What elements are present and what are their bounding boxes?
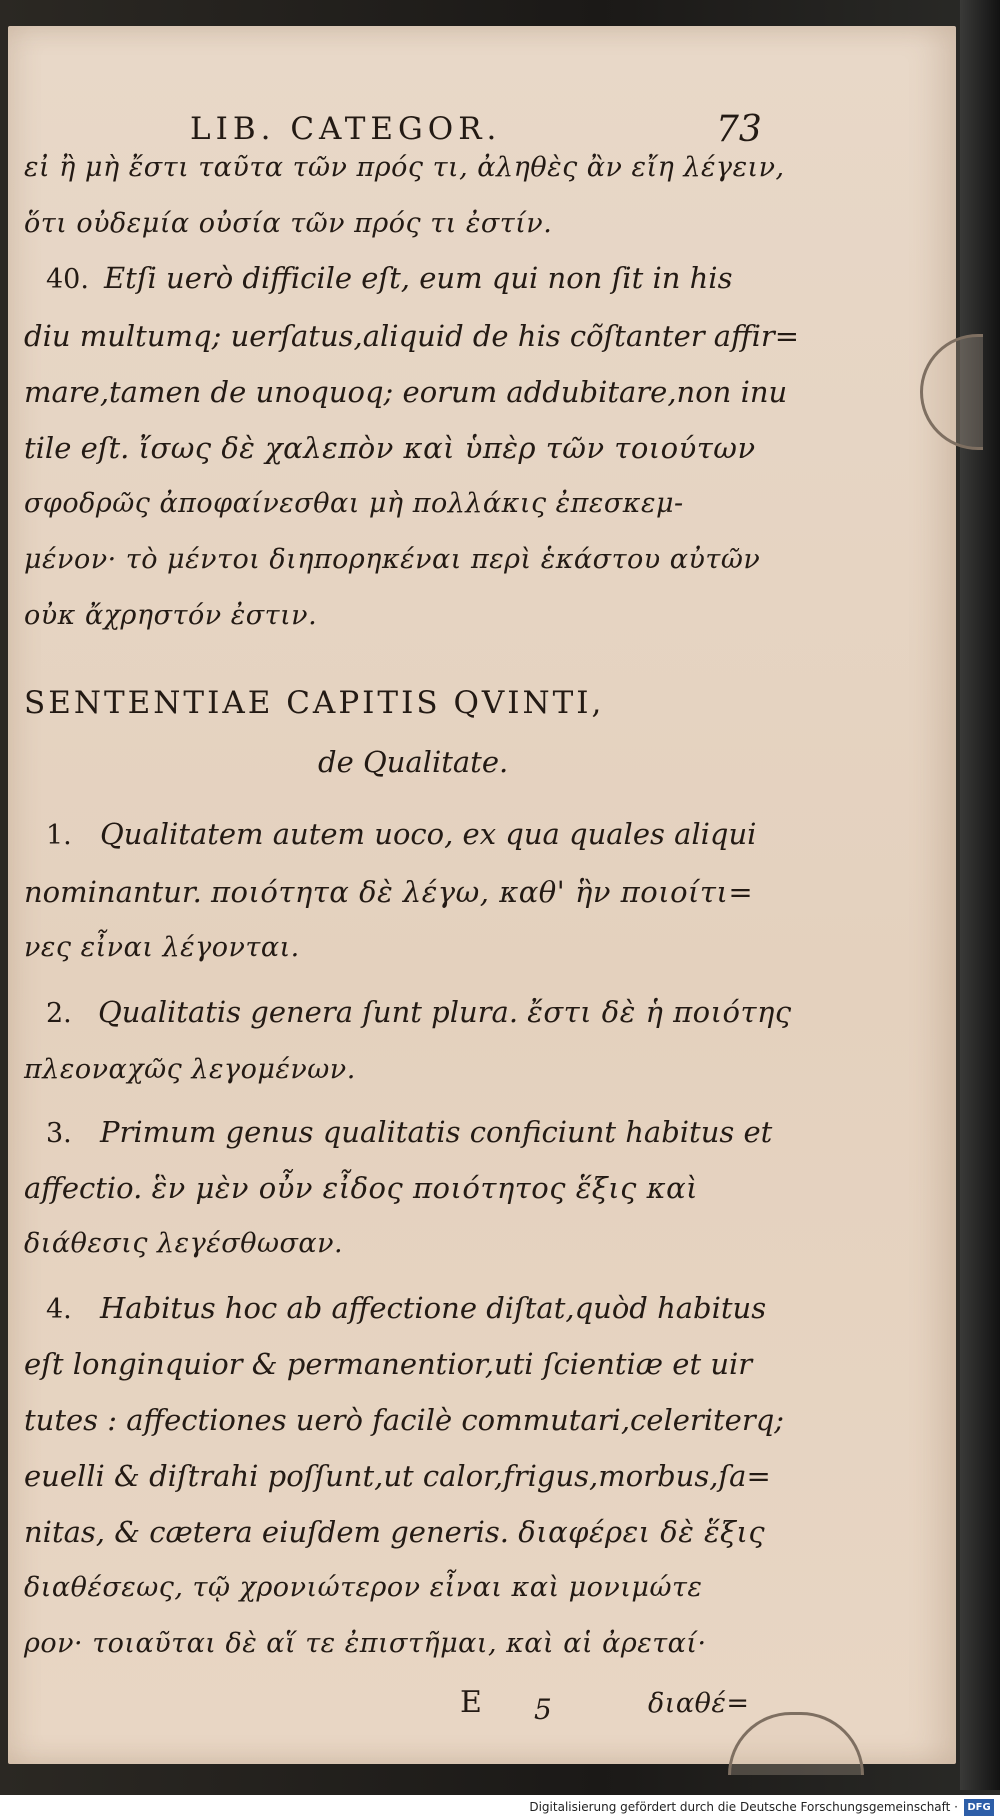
mixed-line [24, 1171, 699, 1205]
greek-line: σφοδρῶς ἀποφαίνεσθαι μὴ πολλάκις ἐπεσκεμ- [24, 488, 684, 519]
latin-line: Etſi uerò difficile eſt, eum qui non ſit in his [104, 261, 733, 295]
greek-run: ἔστι δὲ ἡ ποιότης [527, 995, 792, 1029]
greek-run: ἓν μὲν οὖν εἶδος ποιότητος ἕξις καὶ [151, 1171, 699, 1205]
latin-line: Qualitatem autem uoco, ex qua quales aliqui [100, 817, 757, 851]
item-number: 2. [46, 998, 72, 1029]
greek-line: διαθέσεως, τῷ χρονιώτερον εἶναι καὶ μονιμώτε [24, 1572, 703, 1603]
mixed-line [24, 1515, 766, 1549]
greek-line: μένον· τὸ μέντοι διηπορηκέναι περὶ ἑκάστου αὐτῶν [24, 544, 761, 575]
latin-line: Habitus hoc ab affectione diſtat,quòd habitus [100, 1291, 767, 1325]
greek-run: ἴσως δὲ χαλεπὸν καὶ ὑπὲρ τῶν τοιούτων [138, 431, 756, 465]
dfg-logo-icon: DFG [964, 1799, 994, 1816]
latin-run: nominantur. [24, 875, 202, 909]
funding-notice: Digitalisierung gefördert durch die Deutsche Forschungsgemeinschaft · [529, 1800, 958, 1814]
paragraph-number: 40. [46, 264, 89, 295]
latin-line: Primum genus qualitatis conficiunt habitus et [100, 1115, 773, 1149]
item-number: 1. [46, 820, 72, 851]
greek-run: ποιότητα δὲ λέγω, καθ' ἣν ποιοίτι= [211, 875, 754, 909]
mixed-line [98, 995, 792, 1029]
section-subheading: de Qualitate. [318, 745, 509, 779]
latin-run: nitas, & cætera eiuſdem generis. [24, 1515, 510, 1549]
greek-line: οὐκ ἄχρηστόν ἐστιν. [24, 600, 318, 631]
running-title: LIB. CATEGOR. [190, 111, 502, 147]
mixed-line [24, 431, 756, 465]
latin-line: diu multumq; uerſatus,aliquid de his cõſtanter affir= [24, 319, 800, 353]
greek-line: εἰ ἢ μὴ ἔστι ταῦτα τῶν πρός τι, ἀληθὲς ἂν εἴη λέγειν, [24, 152, 785, 183]
latin-line: euelli & diſtrahi poſſunt,ut calor,frigus,morbus,ſa= [24, 1459, 771, 1493]
greek-line: πλεοναχῶς λεγομένων. [24, 1054, 356, 1085]
latin-run: tile eſt. [24, 431, 130, 465]
catchword: διαθέ= [648, 1688, 750, 1719]
folio-number: 73 [716, 109, 762, 150]
greek-line: διάθεσις λεγέσθωσαν. [24, 1228, 344, 1259]
signature-number: 5 [534, 1693, 552, 1726]
digitization-footer [0, 1795, 1000, 1820]
item-number: 4. [46, 1294, 72, 1325]
greek-line: νες εἶναι λέγονται. [24, 932, 300, 963]
signature-mark: E [460, 1685, 482, 1720]
latin-line: eſt longinquior & permanentior,uti ſcientiæ et uir [24, 1347, 753, 1381]
mixed-line [24, 875, 754, 909]
greek-line: ὅτι οὐδεμία οὐσία τῶν πρός τι ἐστίν. [24, 208, 553, 239]
latin-run: Qualitatis genera ſunt plura. [98, 995, 519, 1029]
item-number: 3. [46, 1118, 72, 1149]
latin-line: tutes : affectiones uerò facilè commutari,celeriterq; [24, 1403, 785, 1437]
latin-line: mare,tamen de unoquoq; eorum addubitare,non inu [24, 375, 788, 409]
greek-run: διαφέρει δὲ ἕξις [518, 1515, 766, 1549]
section-heading: SENTENTIAE CAPITIS QVINTI, [24, 685, 605, 721]
greek-line: ρον· τοιαῦται δὲ αἵ τε ἐπιστῆμαι, καὶ αἱ ἀρεταί· [24, 1628, 707, 1659]
latin-run: affectio. [24, 1171, 143, 1205]
